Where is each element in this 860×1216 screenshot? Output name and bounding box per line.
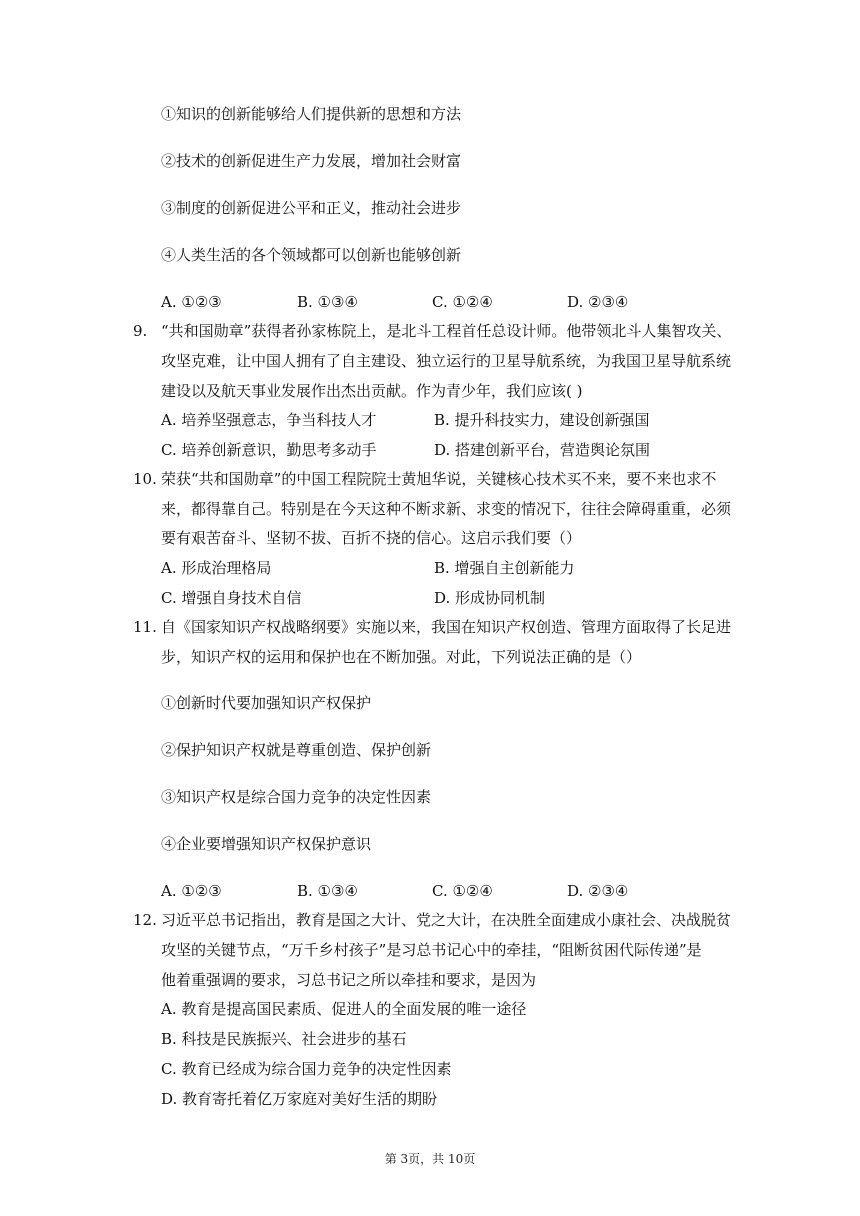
q11-option-d[interactable]: D. ②③④ bbox=[567, 882, 629, 900]
q11-statement-4: ④企业要增强知识产权保护意识 bbox=[161, 835, 372, 853]
q8-options bbox=[161, 292, 721, 312]
q10-option-b[interactable]: B. 增强自主创新能力 bbox=[434, 559, 575, 577]
q12-line-1: 习近平总书记指出，教育是国之大计、党之大计，在决胜全面建成小康社会、决战脱贫 bbox=[161, 911, 732, 929]
q10-option-a[interactable]: A. 形成治理格局 bbox=[161, 559, 272, 577]
q8-statement-1: ①知识的创新能够给人们提供新的思想和方法 bbox=[161, 105, 462, 123]
q10-option-c[interactable]: C. 增强自身技术自信 bbox=[161, 589, 302, 607]
q12-option-d[interactable]: D. 教育寄托着亿万家庭对美好生活的期盼 bbox=[161, 1090, 438, 1108]
q11-statement-2: ②保护知识产权就是尊重创造、保护创新 bbox=[161, 741, 432, 759]
q9-option-a[interactable]: A. 培养坚强意志，争当科技人才 bbox=[161, 411, 377, 429]
q12-option-b[interactable]: B. 科技是民族振兴、社会进步的基石 bbox=[161, 1030, 407, 1048]
q10-line-1: 荣获“共和国勋章”的中国工程院院士黄旭华说，关键核心技术买不来，要不来也求不 bbox=[161, 470, 717, 488]
q9-number: 9. bbox=[133, 322, 148, 340]
q8-statement-4: ④人类生活的各个领域都可以创新也能够创新 bbox=[161, 246, 462, 264]
q9-line-3: 建设以及航天事业发展作出杰出贡献。作为青少年，我们应该( ) bbox=[161, 382, 583, 400]
q8-option-d[interactable]: D. ②③④ bbox=[567, 293, 629, 311]
q11-line-1: 自《国家知识产权战略纲要》实施以来，我国在知识产权创造、管理方面取得了长足进 bbox=[161, 618, 732, 636]
q11-number: 11. bbox=[133, 618, 157, 636]
q12-option-a[interactable]: A. 教育是提高国民素质、促进人的全面发展的唯一途径 bbox=[161, 1000, 527, 1018]
q10-line-3: 要有艰苦奋斗、坚韧不拔、百折不挠的信心。这启示我们要（） bbox=[161, 529, 582, 547]
q9-line-1: “共和国勋章”获得者孙家栋院上，是北斗工程首任总设计师。他带领北斗人集智攻关、 bbox=[161, 322, 732, 340]
q8-option-b[interactable]: B. ①③④ bbox=[297, 293, 358, 311]
q8-option-a[interactable]: A. ①②③ bbox=[161, 293, 222, 311]
q9-line-2: 攻坚克难，让中国人拥有了自主建设、独立运行的卫星导航系统，为我国卫星导航系统 bbox=[161, 352, 732, 370]
q9-option-c[interactable]: C. 培养创新意识，勤思考多动手 bbox=[161, 441, 377, 459]
q11-option-c[interactable]: C. ①②④ bbox=[432, 882, 493, 900]
q11-statement-3: ③知识产权是综合国力竞争的决定性因素 bbox=[161, 788, 432, 806]
q10-option-d[interactable]: D. 形成协同机制 bbox=[434, 589, 546, 607]
q9-option-d[interactable]: D. 搭建创新平台，营造舆论氛围 bbox=[434, 441, 651, 459]
q11-option-b[interactable]: B. ①③④ bbox=[297, 882, 358, 900]
q11-line-2: 步，知识产权的运用和保护也在不断加强。对此，下列说法正确的是（） bbox=[161, 648, 642, 666]
q9-option-b[interactable]: B. 提升科技实力，建设创新强国 bbox=[434, 411, 650, 429]
q11-option-a[interactable]: A. ①②③ bbox=[161, 882, 222, 900]
q12-line-3: 他着重强调的要求，习总书记之所以牵挂和要求，是因为 bbox=[161, 971, 537, 989]
q10-line-2: 来，都得靠自己。特别是在今天这种不断求新、求变的情况下，往往会障碍重重，必须 bbox=[161, 500, 732, 518]
q12-number: 12. bbox=[133, 911, 157, 929]
q11-options bbox=[161, 881, 721, 901]
q8-statement-2: ②技术的创新促进生产力发展，增加社会财富 bbox=[161, 152, 462, 170]
q11-statement-1: ①创新时代要加强知识产权保护 bbox=[161, 694, 372, 712]
q12-option-c[interactable]: C. 教育已经成为综合国力竞争的决定性因素 bbox=[161, 1060, 452, 1078]
q8-statement-3: ③制度的创新促进公平和正义，推动社会进步 bbox=[161, 199, 462, 217]
page-footer: 第 3页，共 10页 bbox=[384, 1152, 476, 1166]
q10-number: 10. bbox=[133, 470, 157, 488]
q8-option-c[interactable]: C. ①②④ bbox=[432, 293, 493, 311]
q12-line-2: 攻坚的关键节点，“万千乡村孩子”是习总书记心中的牵挂，“阻断贫困代际传递”是 bbox=[161, 941, 702, 959]
